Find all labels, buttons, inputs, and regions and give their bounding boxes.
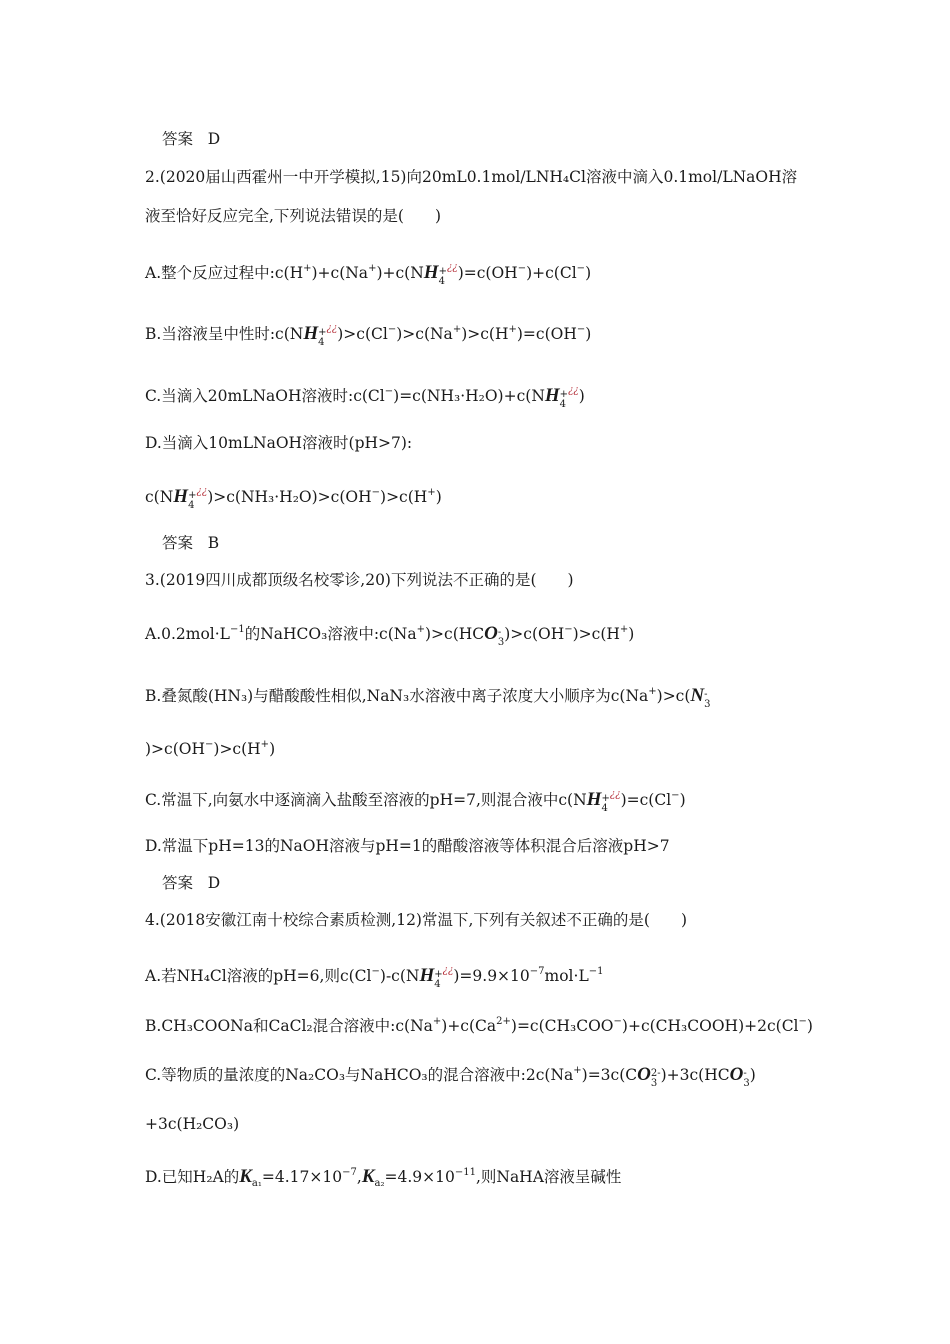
answer-line-2 (162, 532, 219, 554)
answer-value: D (207, 874, 221, 892)
answer-line-1 (162, 128, 220, 150)
answer-label: 答案 (162, 874, 194, 892)
answer-label: 答案 (162, 130, 194, 148)
q4-stem: 4.(2018安徽江南十校综合素质检测,12)常温下,下列有关叙述不正确的是( ) (145, 911, 688, 929)
q3-option-a: $A.0.2mol\cdot L^{-1}$的NaHCO₃溶液中:c(Na+)>c(HCO - 3 )>c(OH−)>c(H+) (145, 623, 635, 648)
answer-label: 答案 (162, 534, 194, 552)
q4-option-d: D.已知H₂A的$K_{a_1}=4.17\times 10^{-7},K_{a_2}=4.9\times 10^{-11}$,则NaHA溶液呈碱性 (145, 1166, 622, 1189)
q2-stem-line2: 液至恰好反应完全,下列说法错误的是( ) (145, 207, 442, 225)
q4-option-b: B.CH₃COONa和CaCl₂混合溶液中$:c(Na^+)+c(Ca^{2+})=c(CH_3COO^-)+c(CH_3COOH)+2c(Cl^-)$ (145, 1016, 813, 1035)
q4-option-c-line2: +3c(H₂CO₃) (145, 1115, 240, 1133)
answer-value: B (207, 534, 220, 552)
answer-value: D (207, 130, 221, 148)
answer-line-3 (162, 872, 220, 894)
q2-option-d-line1: D.当滴入10mLNaOH溶液时(pH>7): (145, 434, 413, 452)
q2-option-b: B.当溶液呈中性时:c(NH + 4 ¿¿)>c(Cl−)>c(Na+)>c(H+)=c(OH−) (145, 323, 592, 348)
q2-option-a: A.整个反应过程中:c(H+)+c(Na+)+c(NH + 4 ¿¿)=c(OH−)+c(Cl−) (145, 262, 592, 287)
q4-option-c-line1: C.等物质的量浓度的Na₂CO₃与NaHCO₃的混合溶液中:2c(Na+)=3c(CO 2- 3 )+3c(HCO - 3 ) (145, 1064, 756, 1089)
q2-option-d-line2: c(NH + 4 ¿¿)>c(NH₃·H₂O)>c(OH−)>c(H+) (145, 486, 442, 511)
q3-stem: 3.(2019四川成都顶级名校零诊,20)下列说法不正确的是( ) (145, 571, 574, 589)
q3-option-b-line1: B.叠氮酸(HN₃)与醋酸酸性相似,NaN₃水溶液中离子浓度大小顺序为c(Na+)>c(N - 3 (145, 685, 711, 710)
q2-stem-line1: 2.(2020届山西霍州一中开学模拟,15)向20mL0.1mol/LNH₄Cl溶液中滴入0.1mol/LNaOH溶 (145, 168, 798, 186)
q4-option-a: A.若NH₄Cl溶液的pH=6,则c(Cl−)-c(NH + 4 $^{¿¿})=9.9\times 10^{-7}mol\cdot L^{-1}$ (145, 965, 604, 990)
q2-option-c: C.当滴入20mLNaOH溶液时:c(Cl−)=c(NH₃·H₂O)+c(NH + 4 ¿¿) (145, 385, 585, 410)
q3-option-b-line2: )>c(OH−)>c(H+) (145, 739, 276, 758)
q3-option-c: C.常温下,向氨水中逐滴滴入盐酸至溶液的pH=7,则混合液中c(NH + 4 ¿¿)=c(Cl−) (145, 789, 686, 814)
q3-option-d: D.常温下pH=13的NaOH溶液与pH=1的醋酸溶液等体积混合后溶液pH>7 (145, 837, 670, 855)
